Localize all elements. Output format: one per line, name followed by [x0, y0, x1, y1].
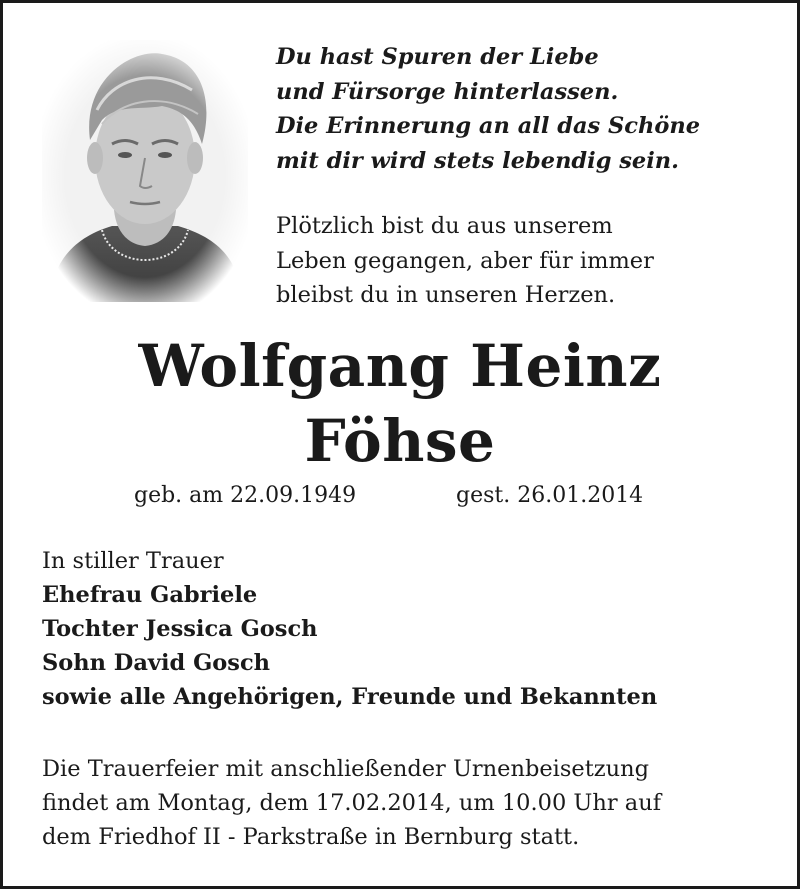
service-line: dem Friedhof II - Parkstraße in Bernburg statt.	[42, 824, 580, 850]
mourner-line: Sohn David Gosch	[42, 650, 271, 676]
service-line: findet am Montag, dem 17.02.2014, um 10.00 Uhr auf	[42, 790, 662, 816]
mourners-heading: In stiller Trauer	[42, 548, 224, 574]
deceased-name: Wolfgang Heinz	[138, 332, 662, 400]
birth-date: geb. am 22.09.1949	[134, 483, 357, 508]
mourner-line: Ehefrau Gabriele	[42, 582, 258, 608]
poem-line: Du hast Spuren der Liebe	[276, 44, 599, 70]
mourner-line: sowie alle Angehörigen, Freunde und Bekannten	[42, 684, 658, 710]
poem-verse	[276, 40, 776, 178]
service-line: Die Trauerfeier mit anschließender Urnenbeisetzung	[42, 756, 650, 782]
mourner-line: Tochter Jessica Gosch	[42, 616, 318, 642]
mourners-list	[42, 544, 657, 714]
intro-line: bleibst du in unseren Herzen.	[276, 282, 616, 308]
intro-text	[276, 209, 776, 313]
death-date: gest. 26.01.2014	[456, 483, 644, 508]
intro-line: Plötzlich bist du aus unserem	[276, 213, 613, 239]
funeral-service-info	[42, 752, 661, 854]
intro-line: Leben gegangen, aber für immer	[276, 247, 654, 274]
poem-line: und Fürsorge hinterlassen.	[276, 78, 619, 105]
deceased-surname: Föhse	[304, 407, 496, 475]
portrait-photo	[42, 40, 248, 302]
poem-line: Die Erinnerung an all das Schöne	[276, 113, 701, 139]
poem-line: mit dir wird stets lebendig sein.	[276, 147, 679, 174]
